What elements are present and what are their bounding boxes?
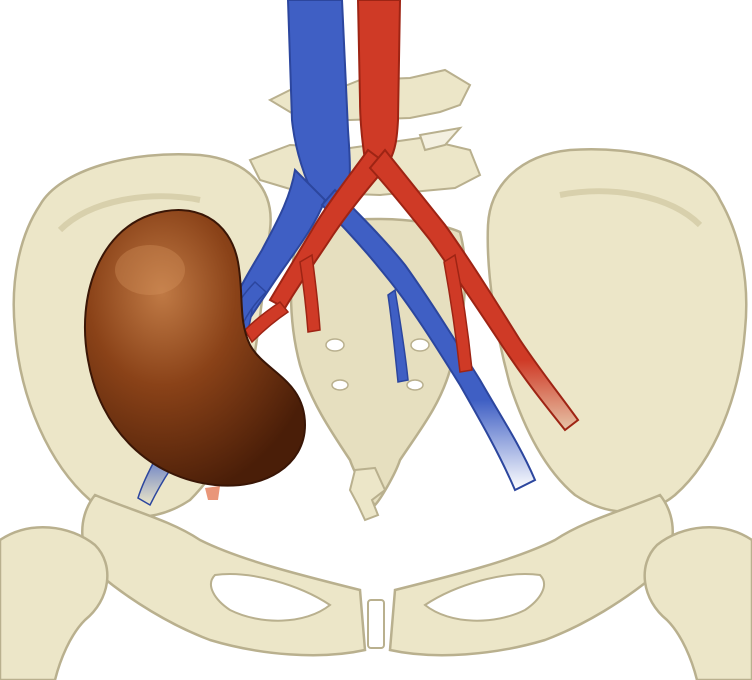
pubic-symphysis: [368, 600, 384, 648]
abdominal-aorta: [358, 0, 400, 160]
kidney-highlight: [115, 245, 185, 295]
